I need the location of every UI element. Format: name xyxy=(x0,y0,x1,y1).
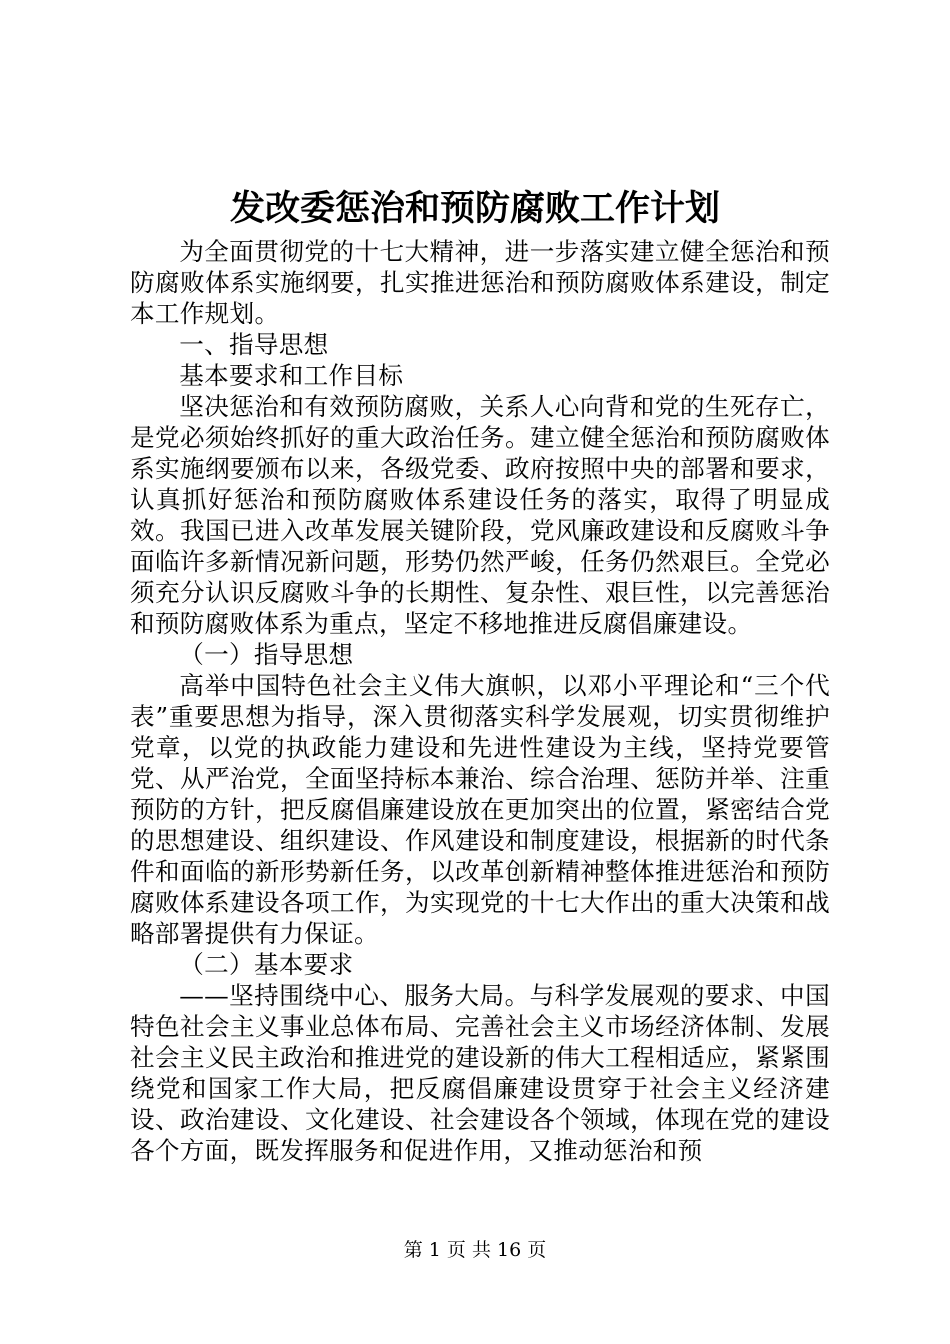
document-body xyxy=(130,236,830,1166)
page-number-footer: 第 1 页 共 16 页 xyxy=(403,1239,547,1261)
section-subheading-requirements-goals: 基本要求和工作目标 xyxy=(179,361,404,390)
subsection-heading-1: （一）指导思想 xyxy=(179,640,354,669)
body-paragraph-basic-requirements: ——坚持围绕中心、服务大局。与科学发展观的要求、中国特色社会主义事业总体布局、完善社会主义市场经济体制、发展社会主义民主政治和推进党的建设新的伟大工程相适应，紧紧围绕党和国家工作大局，把反腐倡廉建设贯穿于社会主义经济建设、政治建设、文化建设、社会建设各个领域，体现在党的建设各个方面，既发挥服务和促进作用，又推动惩治和预 xyxy=(130,981,830,1165)
subsection-heading-2: （二）基本要求 xyxy=(179,950,354,979)
section-heading-guiding-ideology: 一、指导思想 xyxy=(179,330,329,359)
document-title: 发改委惩治和预防腐败工作计划 xyxy=(229,188,720,229)
intro-paragraph: 为全面贯彻党的十七大精神，进一步落实建立健全惩治和预防腐败体系实施纲要，扎实推进惩治和预防腐败体系建设，制定本工作规划。 xyxy=(130,237,830,328)
body-paragraph-anti-corruption: 坚决惩治和有效预防腐败，关系人心向背和党的生死存亡，是党必须始终抓好的重大政治任务。建立健全惩治和预防腐败体系实施纲要颁布以来，各级党委、政府按照中央的部署和要求，认真抓好惩治和预防腐败体系建设任务的落实，取得了明显成效。我国已进入改革发展关键阶段，党风廉政建设和反腐败斗争面临许多新情况新问题，形势仍然严峻，任务仍然艰巨。全党必须充分认识反腐败斗争的长期性、复杂性、艰巨性，以完善惩治和预防腐败体系为重点，坚定不移地推进反腐倡廉建设。 xyxy=(130,392,830,638)
body-paragraph-guiding-ideology: 高举中国特色社会主义伟大旗帜，以邓小平理论和“三个代表”重要思想为指导，深入贯彻落实科学发展观，切实贯彻维护党章，以党的执政能力建设和先进性建设为主线，坚持党要管党、从严治党，全面坚持标本兼治、综合治理、惩防并举、注重预防的方针，把反腐倡廉建设放在更加突出的位置，紧密结合党的思想建设、组织建设、作风建设和制度建设，根据新的时代条件和面临的新形势新任务，以改革创新精神整体推进惩治和预防腐败体系建设各项工作，为实现党的十七大作出的重大决策和战略部署提供有力保证。 xyxy=(130,671,830,948)
